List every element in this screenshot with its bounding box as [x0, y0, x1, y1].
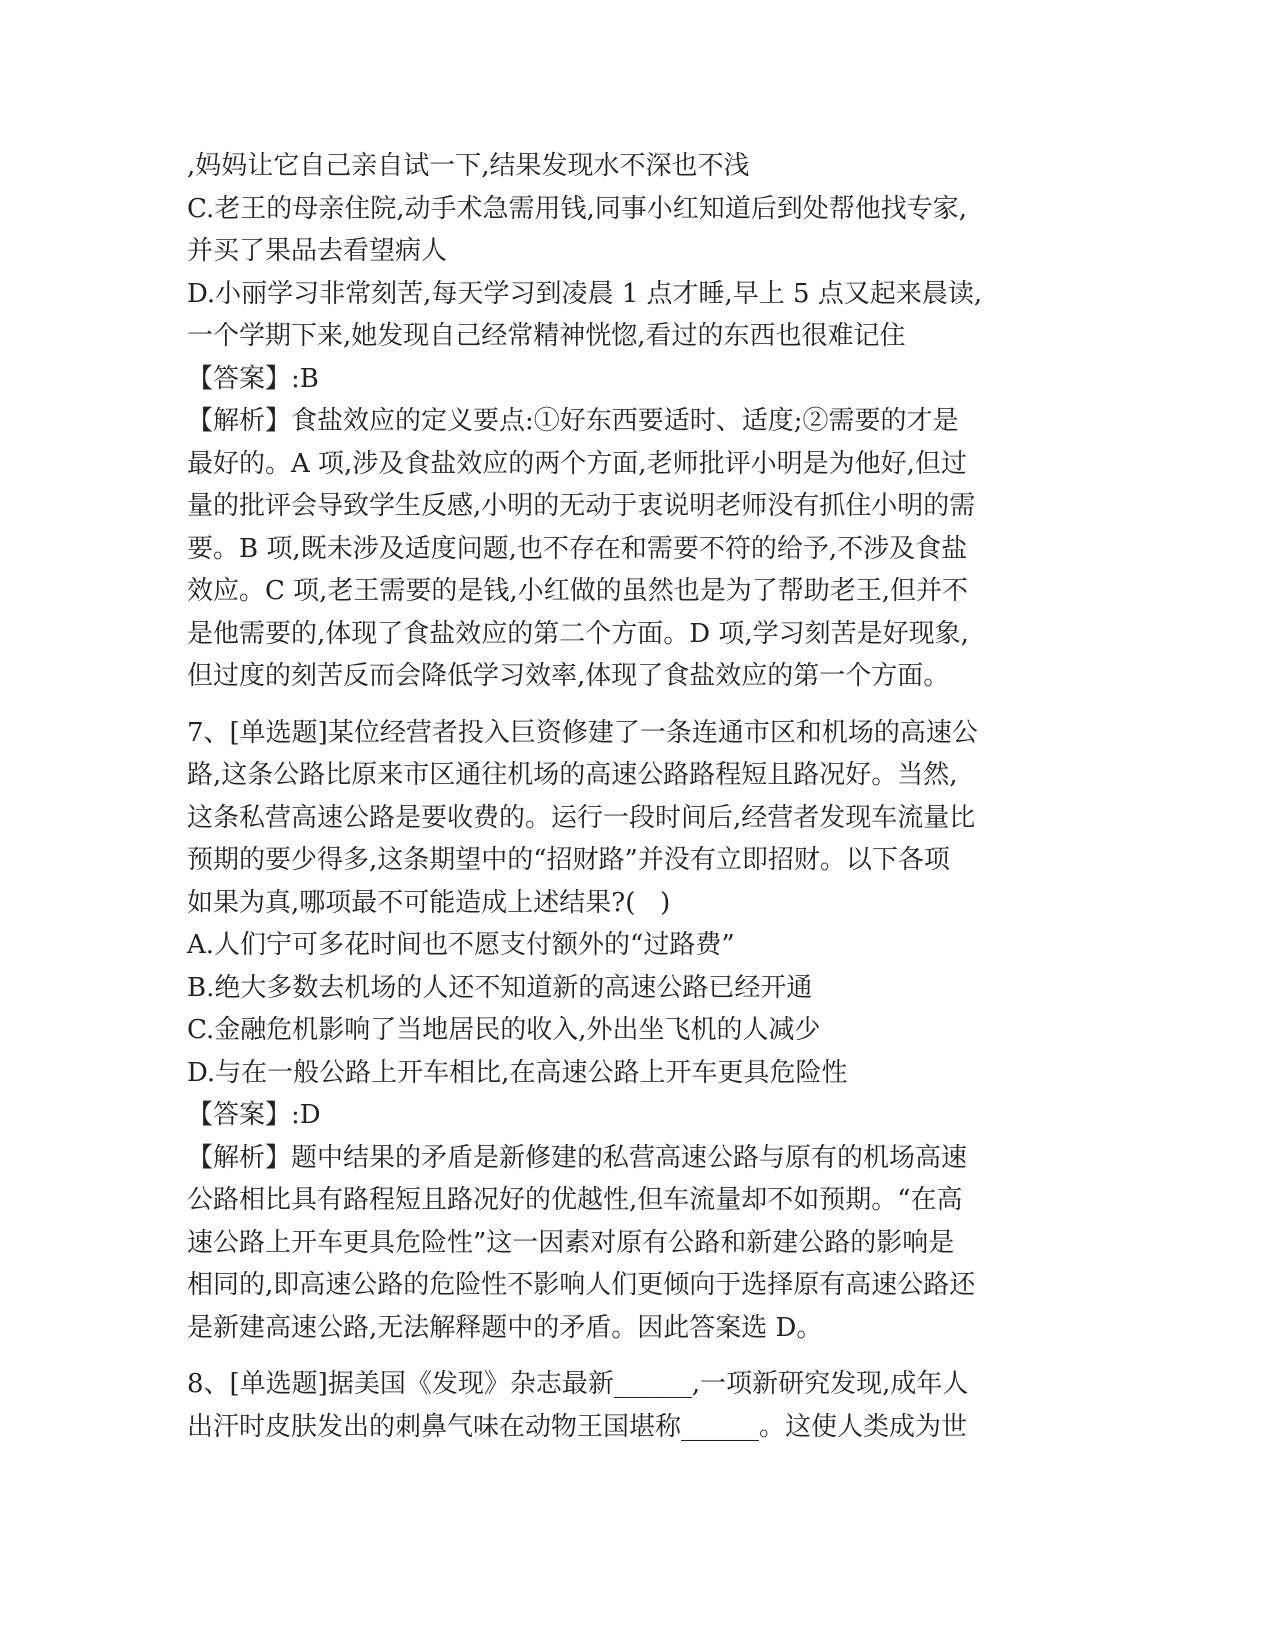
stem-line: 路,这条公路比原来市区通往机场的高速公路路程短且路况好。当然,: [187, 760, 958, 790]
analysis-line: 效应。C 项,老王需要的是钱,小红做的虽然也是为了帮助老王,但并不: [187, 576, 968, 606]
analysis-line: 要。B 项,既未涉及适度问题,也不存在和需要不符的给予,不涉及食盐: [187, 533, 968, 564]
option-d: D.与在一般公路上开车相比,在高速公路上开车更具危险性: [187, 1057, 848, 1088]
stem-line: 预期的要少得多,这条期望中的“招财路”并没有立即招财。以下各项: [187, 845, 950, 875]
analysis-line: 最好的。A 项,涉及食盐效应的两个方面,老师批评小明是为他好,但过: [187, 448, 967, 479]
option-c-line: 并买了果品去看望病人: [187, 236, 448, 266]
stem-line: 如果为真,哪项最不可能造成上述结果?( ): [187, 887, 671, 918]
question-8: [187, 1363, 1087, 1448]
analysis-line: 量的批评会导致学生反感,小明的无动于衷说明老师没有抓住小明的需: [187, 491, 976, 521]
analysis-line: 【解析】题中结果的矛盾是新修建的私营高速公路与原有的机场高速: [187, 1142, 968, 1173]
analysis-line: 公路相比具有路程短且路况好的优越性,但车流量却不如预期。“在高: [187, 1185, 963, 1215]
option-d-line: 一个学期下来,她发现自己经常精神恍惚,看过的东西也很难记住: [187, 321, 906, 351]
option-c: [187, 188, 1087, 273]
option-c-line: C.老王的母亲住院,动手术急需用钱,同事小红知道后到处帮他找专家,: [187, 193, 968, 224]
option-c: C.金融危机影响了当地居民的收入,外出坐飞机的人减少: [187, 1015, 821, 1045]
document-page: [187, 145, 1087, 1448]
option-d-line: D.小丽学习非常刻苦,每天学习到凌晨 1 点才睡,早上 5 点又起来晨读,: [187, 278, 983, 309]
answer: 【答案】:B: [187, 363, 319, 394]
question-gap: [187, 698, 1087, 712]
question-7: [187, 712, 1087, 1350]
analysis: [187, 1137, 1087, 1350]
option-d: [187, 273, 1087, 358]
question-6-continued: [187, 145, 1087, 698]
stem-line: 这条私营高速公路是要收费的。运行一段时间后,经营者发现车流量比: [187, 802, 976, 833]
answer: 【答案】:D: [187, 1100, 321, 1130]
option-a: A.人们宁可多花时间也不愿支付额外的“过路费”: [187, 930, 735, 960]
analysis-line: 【解析】食盐效应的定义要点:①好东西要适时、适度;②需要的才是: [187, 406, 959, 436]
analysis: [187, 400, 1087, 698]
option-b-tail: ,妈妈让它自己亲自试一下,结果发现水不深也不浅: [187, 151, 750, 181]
option-b: B.绝大多数去机场的人还不知道新的高速公路已经开通: [187, 972, 813, 1003]
stem-line: 8、[单选题]据美国《发现》杂志最新______,一项新研究发现,成年人: [187, 1369, 969, 1399]
stem-line: 出汗时皮肤发出的刺鼻气味在动物王国堪称______。这使人类成为世: [187, 1411, 968, 1442]
analysis-line: 是他需要的,体现了食盐效应的第二个方面。D 项,学习刻苦是好现象,: [187, 618, 969, 649]
analysis-line: 但过度的刻苦反而会降低学习效率,体现了食盐效应的第一个方面。: [187, 661, 950, 691]
question-stem: [187, 712, 1087, 925]
analysis-line: 速公路上开车更具危险性”这一因素对原有公路和新建公路的影响是: [187, 1227, 955, 1258]
question-gap: [187, 1349, 1087, 1363]
stem-line: 7、[单选题]某位经营者投入巨资修建了一条连通市区和机场的高速公: [187, 717, 978, 748]
analysis-line: 相同的,即高速公路的危险性不影响人们更倾向于选择原有高速公路还: [187, 1270, 976, 1300]
analysis-line: 是新建高速公路,无法解释题中的矛盾。因此答案选 D。: [187, 1312, 823, 1343]
